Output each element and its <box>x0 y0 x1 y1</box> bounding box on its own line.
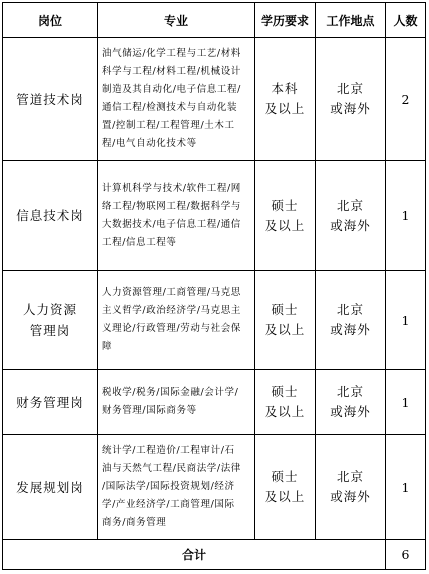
location-cell-line: 或海外 <box>330 489 371 504</box>
header-education: 学历要求 <box>255 3 316 38</box>
location-cell <box>316 370 386 435</box>
education-cell-line: 硕士 <box>271 302 299 317</box>
major-cell-line: 税收学/税务/国际金融/会计学/ <box>102 387 239 398</box>
education-cell-line: 硕士 <box>271 197 299 213</box>
count-cell: 1 <box>386 271 426 370</box>
major-cell-line: 大数据技术/电子信息工程/通信 <box>102 218 241 230</box>
count-cell: 2 <box>386 38 426 161</box>
total-row <box>3 540 426 570</box>
table-row <box>3 161 426 271</box>
location-cell-line: 北京 <box>336 302 364 317</box>
total-count: 6 <box>386 540 426 570</box>
location-cell <box>316 161 386 271</box>
major-cell-line: 障 <box>102 341 113 352</box>
major-cell-line: 油与天然气工程/民商法学/法律 <box>102 463 241 474</box>
position-cell <box>3 161 98 271</box>
location-cell-line: 或海外 <box>330 101 371 116</box>
major-cell-line: 科学与工程/材料工程/机械设计 <box>102 66 241 77</box>
major-cell-line: 制造及其自动化/电子信息工程/ <box>102 84 241 95</box>
major-cell-line: 主义哲学/政治经济学/马克思主 <box>102 305 241 316</box>
education-cell-line: 及以上 <box>264 404 306 419</box>
major-cell-line: 络工程/物联网工程/数据科学与 <box>102 200 241 212</box>
education-cell <box>255 161 316 271</box>
table-row <box>3 435 426 540</box>
count-cell: 1 <box>386 370 426 435</box>
major-cell-line: 置/控制工程/工程管理/土木工 <box>102 120 235 131</box>
major-cell <box>98 370 255 435</box>
header-major: 专业 <box>98 3 255 38</box>
location-cell-line: 或海外 <box>330 322 371 337</box>
major-cell-line: 学/产业经济学/工商管理/国际 <box>102 499 235 510</box>
position-cell-line: 财务管理岗 <box>16 394 84 410</box>
education-cell-line: 及以上 <box>264 217 306 233</box>
table-row <box>3 38 426 161</box>
major-cell-line: 程/电气自动化技术等 <box>102 138 197 149</box>
location-cell-line: 北京 <box>336 384 364 399</box>
education-cell <box>255 435 316 540</box>
major-cell <box>98 271 255 370</box>
position-cell-line: 信息技术岗 <box>16 208 84 223</box>
table-row <box>3 271 426 370</box>
position-cell <box>3 370 98 435</box>
major-cell <box>98 435 255 540</box>
position-cell-line: 管理岗 <box>29 323 71 338</box>
education-cell-line: 及以上 <box>264 322 306 337</box>
major-cell-line: 人力资源管理/工商管理/马克思 <box>102 287 241 298</box>
education-cell-line: 硕士 <box>271 469 299 484</box>
education-cell-line: 及以上 <box>264 489 306 504</box>
major-cell-line: 工程/信息工程等 <box>102 236 177 248</box>
education-cell-line: 本科 <box>271 81 299 96</box>
location-cell <box>316 271 386 370</box>
major-cell-line: 财务管理/国际商务等 <box>102 405 197 416</box>
header-position: 岗位 <box>3 3 98 38</box>
header-row <box>3 3 426 38</box>
count-cell: 1 <box>386 435 426 540</box>
major-cell-line: 通信工程/检测技术与自动化装 <box>102 102 238 113</box>
major-cell-line: 计算机科学与技术/软件工程/网 <box>102 182 241 194</box>
major-cell-line: 商务/商务管理 <box>102 517 167 528</box>
table-body <box>3 38 426 540</box>
position-cell <box>3 38 98 161</box>
education-cell <box>255 271 316 370</box>
major-cell-line: 统计学/工程造价/工程审计/石 <box>102 445 235 456</box>
position-cell <box>3 435 98 540</box>
education-cell-line: 及以上 <box>264 101 306 116</box>
location-cell <box>316 38 386 161</box>
position-cell-line: 人力资源 <box>22 302 77 317</box>
major-cell <box>98 38 255 161</box>
table-row <box>3 370 426 435</box>
major-cell-line: /国际法学/国际投资规划/经济 <box>102 481 235 492</box>
education-cell <box>255 370 316 435</box>
total-label: 合计 <box>3 540 386 570</box>
position-cell-line: 管道技术岗 <box>16 91 84 107</box>
position-cell <box>3 271 98 370</box>
education-cell <box>255 38 316 161</box>
count-cell: 1 <box>386 161 426 271</box>
location-cell-line: 北京 <box>336 469 364 484</box>
location-cell-line: 或海外 <box>330 217 371 233</box>
major-cell-line: 义理论/行政管理/劳动与社会保 <box>102 323 241 334</box>
education-cell-line: 硕士 <box>271 384 299 399</box>
major-cell-line: 油气储运/化学工程与工艺/材料 <box>102 48 241 59</box>
location-cell-line: 北京 <box>336 197 364 213</box>
header-count: 人数 <box>386 3 426 38</box>
recruitment-table <box>2 2 426 570</box>
location-cell-line: 北京 <box>336 81 364 96</box>
location-cell-line: 或海外 <box>330 404 371 419</box>
major-cell <box>98 161 255 271</box>
position-cell-line: 发展规划岗 <box>16 479 84 495</box>
location-cell <box>316 435 386 540</box>
header-location: 工作地点 <box>316 3 386 38</box>
